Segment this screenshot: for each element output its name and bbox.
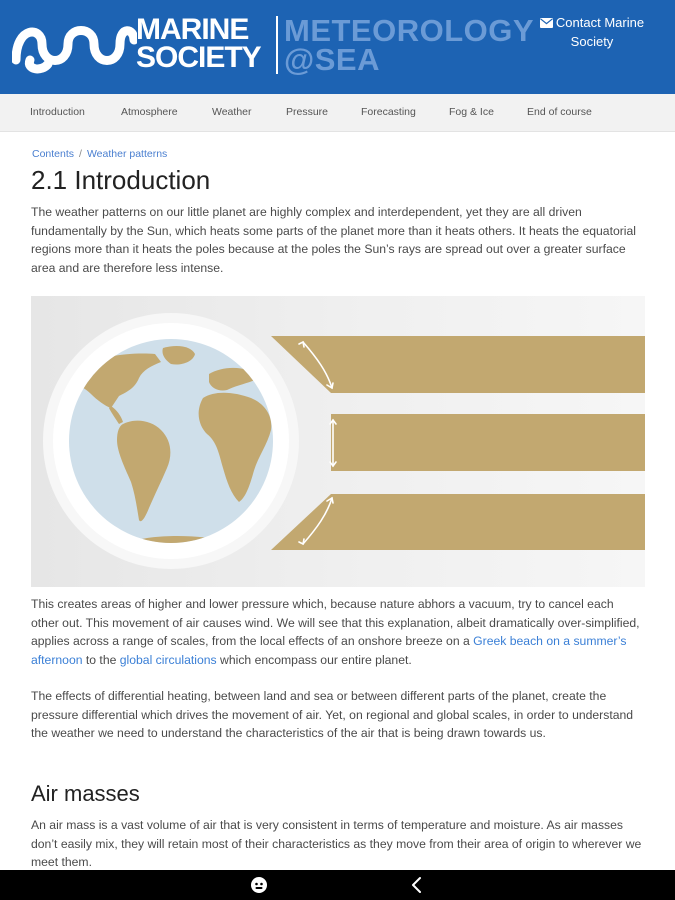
nav-item-fog-ice[interactable]: Fog & Ice	[449, 106, 494, 118]
subtitle-line-1: METEOROLOGY	[284, 13, 535, 48]
back-arrow-icon[interactable]	[408, 876, 426, 894]
breadcrumb	[32, 148, 167, 160]
sun-rays-globe-illustration	[31, 296, 645, 587]
system-navigation-bar	[0, 870, 675, 900]
assistant-icon[interactable]	[250, 876, 268, 894]
pressure-paragraph	[31, 595, 643, 669]
section-nav	[0, 94, 675, 132]
global-circulations-link[interactable]: global circulations	[119, 652, 217, 667]
breadcrumb-contents[interactable]: Contents	[32, 148, 75, 160]
section-title-air-masses: Air masses	[31, 781, 140, 806]
nav-item-pressure[interactable]: Pressure	[286, 106, 329, 118]
nav-item-atmosphere[interactable]: Atmosphere	[121, 106, 178, 118]
pressure-text-c: which encompass our entire planet.	[216, 652, 412, 667]
breadcrumb-separator: /	[79, 148, 82, 160]
nav-item-end-of-course[interactable]: End of course	[527, 106, 592, 118]
page-title: 2.1 Introduction	[31, 165, 211, 195]
breadcrumb-weather-patterns[interactable]: Weather patterns	[86, 148, 168, 160]
sun-ray-equator	[331, 414, 645, 471]
differential-heating-paragraph: The effects of differential heating, between land and sea or between different parts of the planet, create the pressure differential which drives the movement of air. Yet, on regional and global scales, in order to understand the weather we need to understand the characteristics of the air that is being drawn towards us.	[31, 689, 634, 740]
pressure-text-a: This creates areas of higher and lower pressure which, because nature abhors a vacuum, try to cancel each other out. This movement of air causes wind. We will see that this explanation, albeit dramatically over-simplified, applies across a range of scales, from the local effects of an onshore breeze on a	[31, 597, 640, 648]
pressure-text-b: to the	[82, 652, 120, 667]
nav-item-forecasting[interactable]: Forecasting	[361, 106, 416, 118]
nav-item-weather[interactable]: Weather	[212, 106, 252, 118]
logo-divider	[276, 16, 278, 74]
greek-beach-link[interactable]: Greek beach on a summer’s afternoon	[31, 634, 627, 667]
envelope-icon	[540, 18, 553, 28]
site-header	[0, 0, 675, 94]
logo-wordmark[interactable]	[136, 13, 261, 74]
contact-label-line-2: Society	[570, 34, 614, 49]
contact-link[interactable]	[532, 13, 652, 51]
nav-item-introduction[interactable]: Introduction	[30, 106, 85, 118]
site-subtitle	[284, 13, 535, 77]
contact-label-line-1: Contact Marine	[555, 15, 645, 30]
sun-ray-south	[271, 494, 645, 550]
subtitle-line-2: @SEA	[284, 42, 380, 77]
intro-paragraph: The weather patterns on our little planet are highly complex and interdependent, yet they are all driven fundamentally by the Sun, which heats some parts of the planet more than it heats others. It heats the equatorial regions more than it heats the poles because at the poles the Sun’s rays are spread out over a greater surface area and are therefore less intense.	[31, 205, 636, 275]
marine-society-logo-waves-icon[interactable]	[12, 14, 137, 76]
logo-line-1: MARINE	[136, 13, 249, 46]
air-masses-paragraph: An air mass is a vast volume of air that is very consistent in terms of temperature and moisture. As air masses don’t easily mix, they will retain most of their characteristics as they move from their area of origin to wherever we meet them.	[31, 818, 642, 869]
logo-line-2: SOCIETY	[136, 41, 261, 74]
